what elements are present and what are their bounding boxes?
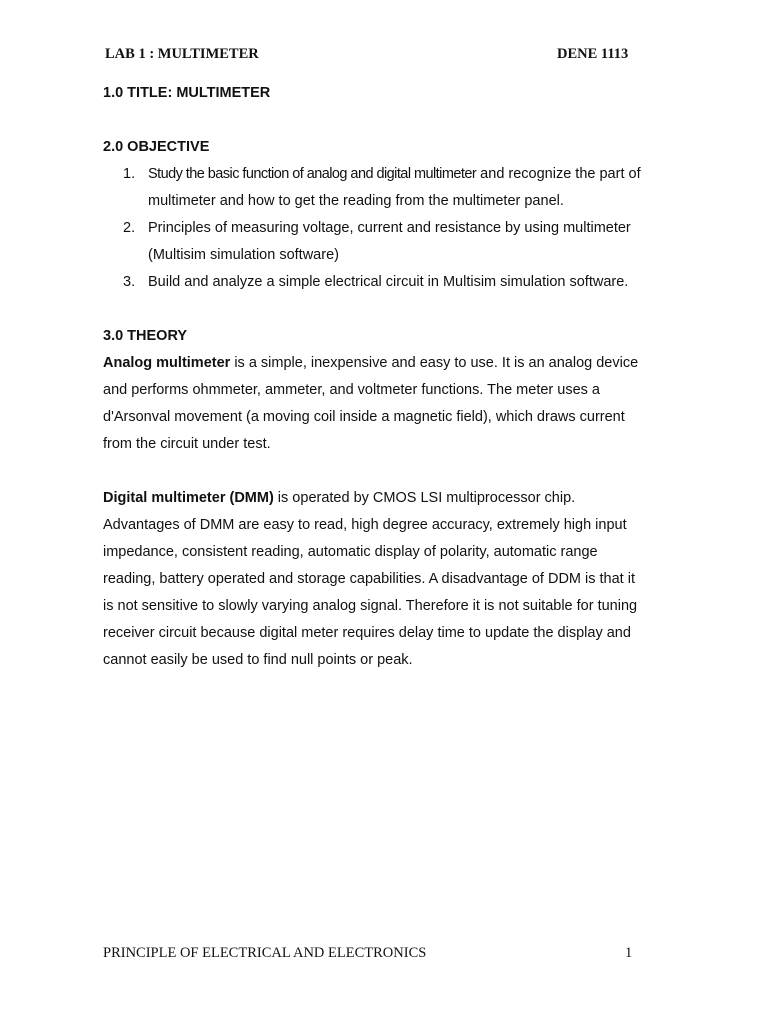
digital-multimeter-term: Digital multimeter (DMM) (103, 490, 274, 506)
analog-multimeter-paragraph (103, 350, 643, 458)
objective-item (103, 269, 643, 296)
header-lab-title: LAB 1 : MULTIMETER (105, 46, 259, 62)
objective-item-text: Study the basic function of analog and digital multimeter (148, 166, 477, 182)
document-title: 1.0 TITLE: MULTIMETER (103, 85, 271, 101)
objective-list (103, 161, 643, 296)
objective-item-text-rest: and recognize the part of multimeter and how to get the reading from the multimeter panel. (148, 166, 641, 209)
objective-item (103, 161, 643, 215)
objective-item-number: 1. (123, 166, 136, 182)
analog-multimeter-term: Analog multimeter (103, 355, 231, 371)
objective-item-number: 3. (123, 274, 136, 290)
objective-item-text: Principles of measuring voltage, current and resistance by using multimeter (Multisim simulation software) (148, 220, 631, 263)
objective-item-text: Build and analyze a simple electrical circuit in Multisim simulation software. (148, 274, 629, 290)
header-course-code: DENE 1113 (557, 46, 629, 62)
document-body (103, 80, 643, 674)
objective-item-number: 2. (123, 220, 136, 236)
objective-item (103, 215, 643, 269)
digital-multimeter-paragraph (103, 485, 643, 674)
analog-multimeter-description: is a simple, inexpensive and easy to use. It is an analog device and performs ohmmeter, ammeter, and voltmeter functions. The meter uses a d'Arsonval movement (a moving coil inside a magnetic field), which draws current from the circuit under test. (103, 355, 639, 452)
objective-heading: 2.0 OBJECTIVE (103, 139, 210, 155)
digital-multimeter-description: is operated by CMOS LSI multiprocessor chip. Advantages of DMM are easy to read, high degree accuracy, extremely high input impedance, consistent reading, automatic display of polarity, automatic range reading, battery operated and storage capabilities. A disadvantage of DDM is that it is not sensitive to slowly varying analog signal. Therefore it is not suitable for tuning receiver circuit because digital meter requires delay time to update the display and cannot easily be used to find null points or peak. (103, 490, 638, 668)
footer-course-name: PRINCIPLE OF ELECTRICAL AND ELECTRONICS (103, 945, 427, 961)
page-number: 1 (625, 945, 633, 961)
theory-heading: 3.0 THEORY (103, 328, 188, 344)
